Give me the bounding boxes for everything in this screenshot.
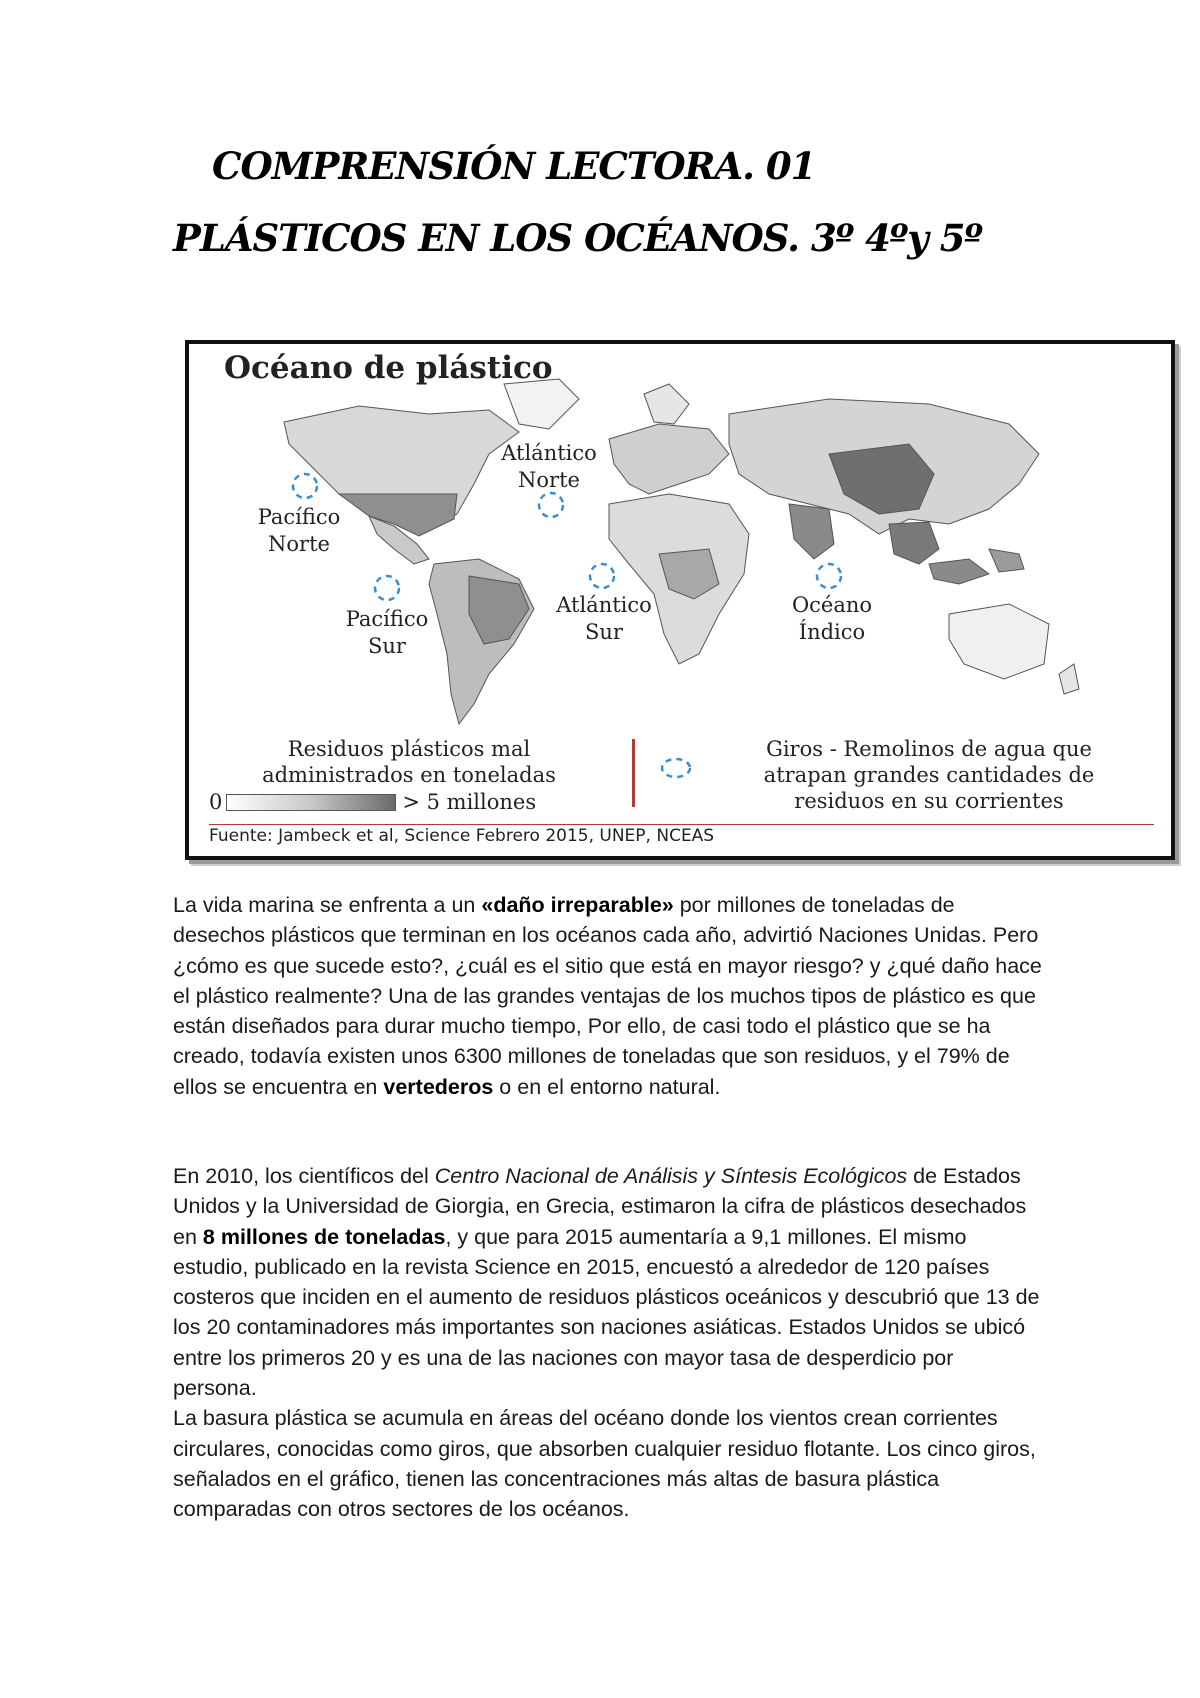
- paragraph-1: La vida marina se enfrenta a un «daño irreparable» por millones de toneladas de desechos plásticos que terminan en los océanos cada año, advirtió Naciones Unidas. Pero ¿cómo es que sucede esto?, ¿cuál es el sitio que está en mayor riesgo? y ¿qué daño hace el plástico realmente? Una de las grandes ventajas de los muchos tipos de plástico es que están diseñados para durar mucho tiempo, Por ello, de casi todo el plástico que se ha creado, todavía existen unos 6300 millones de toneladas que son residuos, y el 79% de ellos se encuentra en vertederos o en el entorno natural.: [173, 893, 1042, 1099]
- gyre-pacific-north-circle: [293, 474, 317, 498]
- gyre-label-atlantic-south: Atlántico Sur: [556, 593, 652, 644]
- worksheet-title: COMPRENSIÓN LECTORA. 01: [212, 144, 816, 188]
- gyre-label-pacific-south: Pacífico Sur: [345, 607, 429, 658]
- gyre-pacific-south-circle: [375, 576, 399, 600]
- gyre-indian-circle: [817, 564, 841, 588]
- gyre-atlantic-south-circle: [590, 564, 614, 588]
- gyre-label-indian: Océano Índico: [791, 593, 873, 644]
- source-rule: [209, 824, 1154, 825]
- gyre-atlantic-north-circle: [539, 493, 563, 517]
- gyre-legend-icon: [659, 756, 693, 780]
- ocean-plastic-figure: [185, 340, 1175, 860]
- paragraph-2: En 2010, los científicos del Centro Nacional de Análisis y Síntesis Ecológicos de Estados Unidos y la Universidad de Giorgia, en Grecia, estimaron la cifra de plásticos desechados en 8 millones de toneladas, y que para 2015 aumentaría a 9,1 millones. El mismo estudio, publicado en la revista Science en 2015, encuestó a alrededor de 120 países costeros que inciden en el aumento de residuos plásticos oceánicos y descubrió que 13 de los 20 contaminadores más importantes son naciones asiáticas. Estados Unidos se ubicó entre los primeros 20 y es una de las naciones con mayor tasa de desperdicio por persona. La basura plástica se acumula en áreas del océano donde los vientos crean corrientes circulares, conocidas como giros, que absorben cualquier residuo flotante. Los cinco giros, señalados en el gráfico, tienen las concentraciones más altas de basura plástica comparadas con otros sectores de los océanos.: [173, 1164, 1040, 1522]
- scale-min-label: 0: [209, 790, 223, 814]
- legend-waste-description: Residuos plásticos mal administrados en toneladas: [262, 737, 556, 787]
- figure-title: Océano de plástico: [224, 350, 553, 386]
- legend-gyre-description: Giros - Remolinos de agua que atrapan grandes cantidades de residuos en su corrientes: [763, 737, 1095, 813]
- gyre-label-atlantic-north: Atlántico Norte: [501, 441, 597, 492]
- scale-gradient-bar: [226, 794, 396, 811]
- legend-divider: [632, 739, 635, 807]
- figure-source: Fuente: Jambeck et al, Science Febrero 2015, UNEP, NCEAS: [209, 826, 715, 846]
- worksheet-subtitle: PLÁSTICOS EN LOS OCÉANOS. 3º 4ºy 5º: [173, 216, 982, 260]
- scale-max-label: > 5 millones: [402, 790, 537, 814]
- legend-scale: [209, 790, 536, 814]
- gyre-label-pacific-north: Pacífico Norte: [257, 505, 341, 556]
